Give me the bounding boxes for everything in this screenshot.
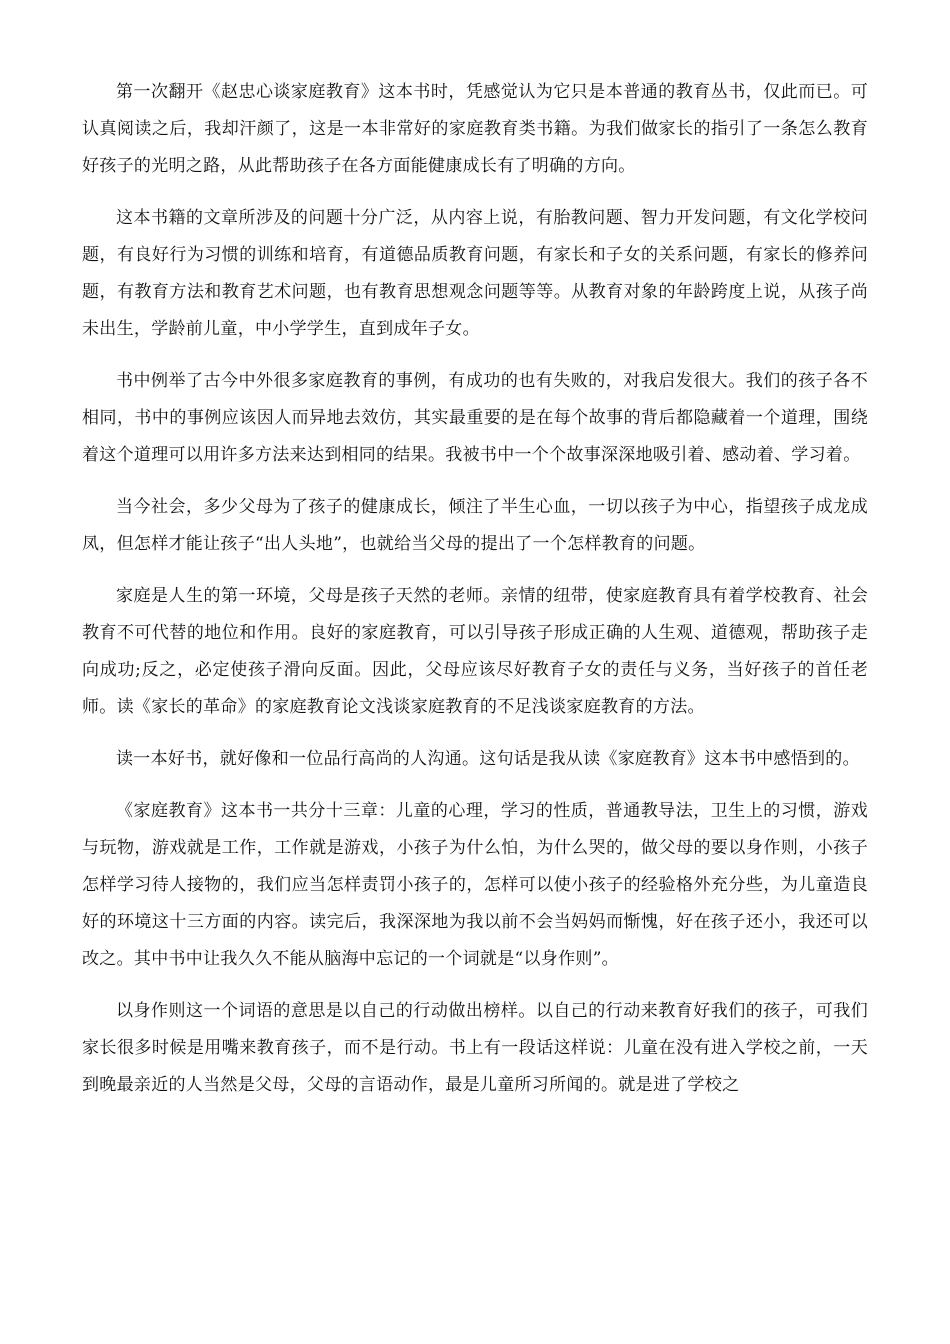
paragraph-5: 家庭是人生的第一环境，父母是孩子天然的老师。亲情的纽带，使家庭教育具有着学校教育、社会教育不可代替的地位和作用。良好的家庭教育，可以引导孩子形成正确的人生观、道德观，帮助孩子走向成功;反之，必定使孩子滑向反面。因此，父母应该尽好教育子女的责任与义务，当好孩子的首任老师。读《家长的革命》的家庭教育论文浅谈家庭教育的不足浅谈家庭教育的方法。	[82, 586, 868, 717]
paragraph-2: 这本书籍的文章所涉及的问题十分广泛，从内容上说，有胎教问题、智力开发问题，有文化学校问题，有良好行为习惯的训练和培育，有道德品质教育问题，有家长和子女的关系问题，有家长的修养问题，有教育方法和教育艺术问题，也有教育思想观念问题等等。从教育对象的年龄跨度上说，从孩子尚未出生，学龄前儿童，中小学学生，直到成年子女。	[82, 208, 868, 339]
document-body	[82, 74, 868, 1119]
paragraph-4: 当今社会，多少父母为了孩子的健康成长，倾注了半生心血，一切以孩子为中心，指望孩子成龙成凤，但怎样才能让孩子“出人头地”，也就给当父母的提出了一个怎样教育的问题。	[82, 497, 868, 554]
paragraph-3: 书中例举了古今中外很多家庭教育的事例，有成功的也有失败的，对我启发很大。我们的孩子各不相同，书中的事例应该因人而异地去效仿，其实最重要的是在每个故事的背后都隐藏着一个道理，围绕着这个道理可以用许多方法来达到相同的结果。我被书中一个个故事深深地吸引着、感动着、学习着。	[82, 371, 868, 465]
paragraph-1: 第一次翻开《赵忠心谈家庭教育》这本书时，凭感觉认为它只是本普通的教育丛书，仅此而已。可认真阅读之后，我却汗颜了，这是一本非常好的家庭教育类书籍。为我们做家长的指引了一条怎么教育好孩子的光明之路，从此帮助孩子在各方面能健康成长有了明确的方向。	[82, 82, 868, 176]
paragraph-6: 读一本好书，就好像和一位品行高尚的人沟通。这句话是我从读《家庭教育》这本书中感悟到的。	[116, 749, 860, 769]
paragraph-7: 《家庭教育》这本书一共分十三章：儿童的心理，学习的性质，普通教导法，卫生上的习惯，游戏与玩物，游戏就是工作，工作就是游戏，小孩子为什么怕，为什么哭的，做父母的要以身作则，小孩子怎样学习待人接物的，我们应当怎样责罚小孩子的，怎样可以使小孩子的经验格外充分些，为儿童造良好的环境这十三方面的内容。读完后，我深深地为我以前不会当妈妈而惭愧，好在孩子还小，我还可以改之。其中书中让我久久不能从脑海中忘记的一个词就是“以身作则”。	[82, 801, 868, 969]
paragraph-8: 以身作则这一个词语的意思是以自己的行动做出榜样。以自己的行动来教育好我们的孩子，可我们家长很多时候是用嘴来教育孩子，而不是行动。书上有一段话这样说：儿童在没有进入学校之前，一天到晚最亲近的人当然是父母，父母的言语动作，最是儿童所习所闻的。就是进了学校之	[82, 1001, 868, 1095]
